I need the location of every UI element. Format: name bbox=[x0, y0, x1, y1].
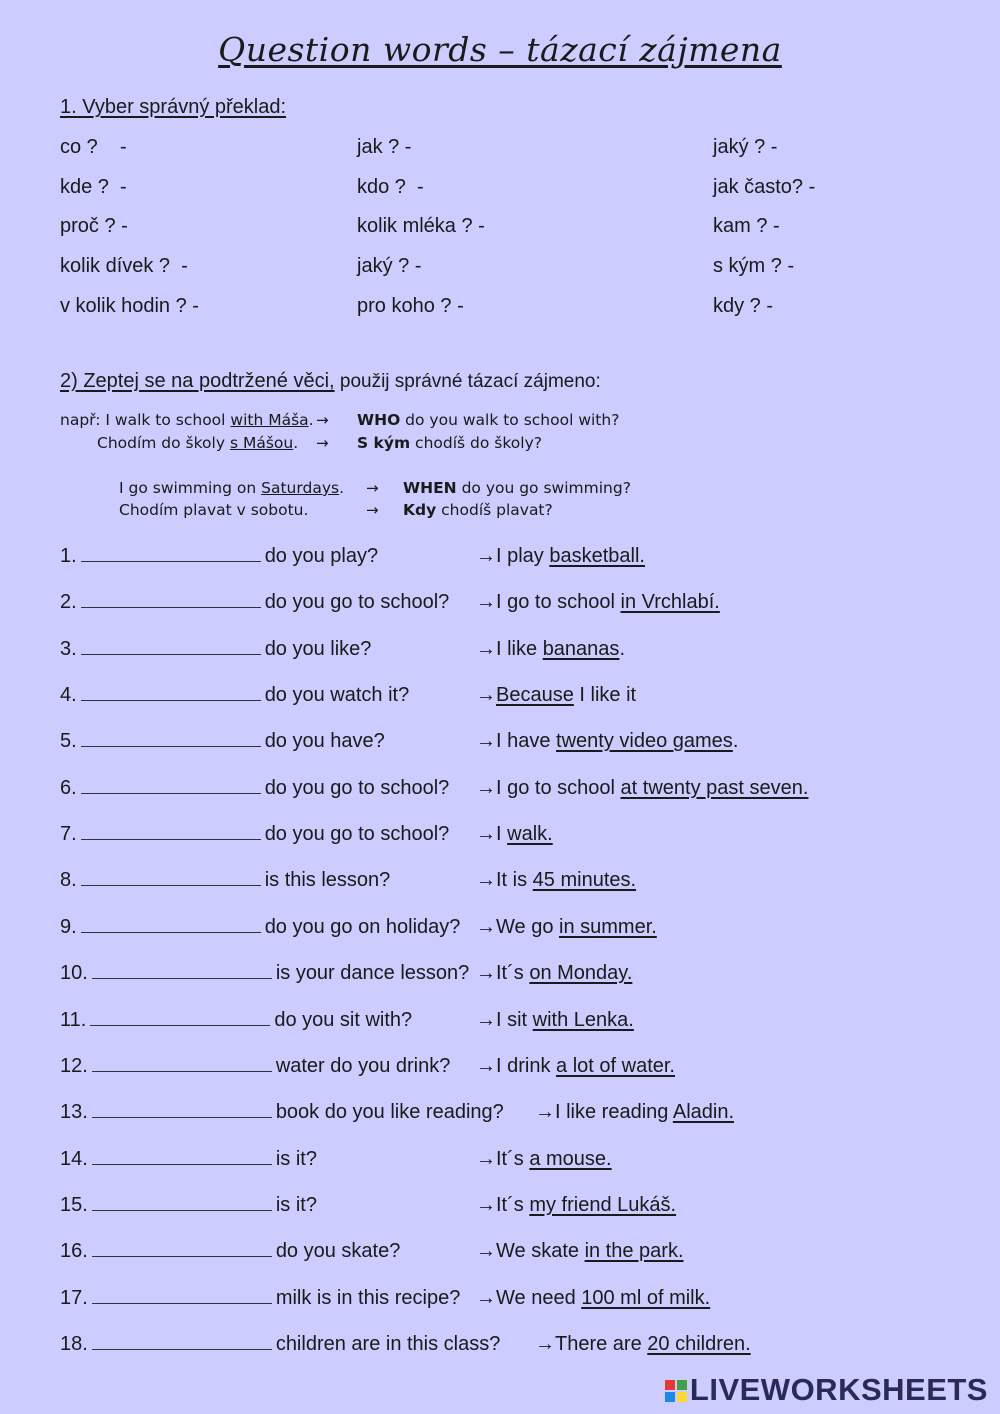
example-line: Chodím plavat v sobotu. bbox=[119, 501, 309, 519]
question-row bbox=[60, 730, 385, 753]
answer-blank[interactable] bbox=[92, 962, 272, 979]
question-text: is it? bbox=[275, 1148, 317, 1170]
answer-blank[interactable] bbox=[81, 823, 261, 840]
question-number: 9. bbox=[60, 916, 77, 938]
liveworksheets-logo-text: LIVEWORKSHEETS bbox=[689, 1372, 988, 1407]
translation-item: pro koho ? - bbox=[357, 295, 464, 317]
question-text: do you like? bbox=[264, 638, 372, 660]
question-row bbox=[60, 1148, 317, 1171]
question-text: water do you drink? bbox=[275, 1055, 451, 1077]
question-number: 15. bbox=[60, 1194, 88, 1216]
answer-sentence: →I sit with Lenka. bbox=[476, 1009, 634, 1031]
underlined-part: a lot of water. bbox=[556, 1055, 675, 1077]
question-row bbox=[60, 1101, 504, 1124]
answer-blank[interactable] bbox=[81, 730, 261, 747]
liveworksheets-logo-icon bbox=[665, 1380, 687, 1404]
question-number: 4. bbox=[60, 684, 77, 706]
question-text: is your dance lesson? bbox=[275, 962, 470, 984]
question-text: book do you like reading? bbox=[275, 1101, 504, 1123]
question-row bbox=[60, 1287, 460, 1310]
answer-sentence: →I go to school at twenty past seven. bbox=[476, 777, 809, 799]
question-text: do you go on holiday? bbox=[264, 916, 461, 938]
answer-sentence: →I go to school in Vrchlabí. bbox=[476, 591, 720, 613]
translation-item: jak ? - bbox=[357, 136, 412, 158]
answer-blank[interactable] bbox=[81, 916, 261, 933]
question-row bbox=[60, 1333, 500, 1356]
arrow-icon: → bbox=[316, 434, 329, 452]
answer-blank[interactable] bbox=[92, 1240, 272, 1257]
example-line: např: I walk to school with Máša. bbox=[60, 411, 314, 429]
answer-sentence: →Because I like it bbox=[476, 684, 637, 706]
example-answer: WHO do you walk to school with? bbox=[357, 411, 620, 429]
underlined-part: Because bbox=[496, 684, 574, 706]
question-row bbox=[60, 684, 409, 707]
answer-sentence: →It is 45 minutes. bbox=[476, 869, 637, 891]
underlined-part: on Monday. bbox=[529, 962, 633, 984]
translation-item: kolik mléka ? - bbox=[357, 215, 485, 237]
answer-sentence: →We need 100 ml of milk. bbox=[476, 1287, 711, 1309]
translation-item: kde ? - bbox=[60, 176, 127, 198]
question-number: 6. bbox=[60, 777, 77, 799]
section2-heading-underlined: 2) Zeptej se na podtržené věci, bbox=[60, 370, 335, 392]
question-number: 11. bbox=[60, 1009, 87, 1031]
underlined-part: 100 ml of milk. bbox=[581, 1287, 711, 1309]
question-row bbox=[60, 823, 449, 846]
question-text: do you go to school? bbox=[264, 591, 450, 613]
underlined-part: my friend Lukáš. bbox=[529, 1194, 677, 1216]
question-row bbox=[60, 777, 449, 800]
underlined-part: basketball. bbox=[549, 545, 645, 567]
question-text: is it? bbox=[275, 1194, 317, 1216]
translation-item: v kolik hodin ? - bbox=[60, 295, 199, 317]
question-row bbox=[60, 869, 390, 892]
answer-sentence: →It´s my friend Lukáš. bbox=[476, 1194, 677, 1216]
question-number: 10. bbox=[60, 962, 88, 984]
question-number: 5. bbox=[60, 730, 77, 752]
translation-item: s kým ? - bbox=[713, 255, 795, 277]
question-number: 16. bbox=[60, 1240, 88, 1262]
arrow-icon: → bbox=[366, 501, 379, 519]
underlined-part: in the park. bbox=[584, 1240, 684, 1262]
translation-item: kam ? - bbox=[713, 215, 780, 237]
underlined-part: in Vrchlabí. bbox=[620, 591, 720, 613]
underlined-part: 45 minutes. bbox=[532, 869, 637, 891]
underlined-part: with Lenka. bbox=[532, 1009, 634, 1031]
question-number: 17. bbox=[60, 1287, 88, 1309]
answer-blank[interactable] bbox=[81, 638, 261, 655]
question-number: 1. bbox=[60, 545, 77, 567]
underlined-part: at twenty past seven. bbox=[620, 777, 809, 799]
question-text: do you go to school? bbox=[264, 823, 450, 845]
answer-blank[interactable] bbox=[81, 545, 261, 562]
question-number: 8. bbox=[60, 869, 77, 891]
answer-blank[interactable] bbox=[92, 1287, 272, 1304]
underlined-part: a mouse. bbox=[529, 1148, 612, 1170]
question-row bbox=[60, 638, 371, 661]
answer-blank[interactable] bbox=[92, 1055, 272, 1072]
translation-item: co ? - bbox=[60, 136, 127, 158]
arrow-icon: → bbox=[366, 479, 379, 497]
answer-blank[interactable] bbox=[92, 1101, 272, 1118]
question-row bbox=[60, 591, 449, 614]
answer-blank[interactable] bbox=[92, 1194, 272, 1211]
question-number: 2. bbox=[60, 591, 77, 613]
question-text: do you go to school? bbox=[264, 777, 450, 799]
question-text: do you play? bbox=[264, 545, 379, 567]
answer-sentence: →I play basketball. bbox=[476, 545, 645, 567]
translation-item: jaký ? - bbox=[357, 255, 422, 277]
translation-item: proč ? - bbox=[60, 215, 128, 237]
underlined-part: twenty video games bbox=[556, 730, 733, 752]
section2-heading bbox=[60, 370, 601, 393]
answer-sentence: →There are 20 children. bbox=[535, 1333, 751, 1355]
example-line: Chodím do školy s Mášou. bbox=[97, 434, 299, 452]
answer-sentence: →I walk. bbox=[476, 823, 553, 845]
question-row bbox=[60, 916, 460, 939]
question-number: 13. bbox=[60, 1101, 88, 1123]
answer-blank[interactable] bbox=[81, 591, 261, 608]
question-row bbox=[60, 1009, 412, 1032]
question-text: milk is in this recipe? bbox=[275, 1287, 461, 1309]
question-text: do you sit with? bbox=[274, 1009, 413, 1031]
example-answer: S kým chodíš do školy? bbox=[357, 434, 542, 452]
question-number: 7. bbox=[60, 823, 77, 845]
answer-sentence: →It´s on Monday. bbox=[476, 962, 633, 984]
answer-blank[interactable] bbox=[92, 1148, 272, 1165]
answer-sentence: →I drink a lot of water. bbox=[476, 1055, 675, 1077]
question-text: do you have? bbox=[264, 730, 385, 752]
question-row bbox=[60, 1194, 317, 1217]
question-text: do you skate? bbox=[275, 1240, 401, 1262]
translation-item: kdo ? - bbox=[357, 176, 424, 198]
translation-item: kdy ? - bbox=[713, 295, 774, 317]
question-number: 3. bbox=[60, 638, 77, 660]
question-row bbox=[60, 545, 378, 568]
answer-sentence: →We skate in the park. bbox=[476, 1240, 684, 1262]
example-answer: WHEN do you go swimming? bbox=[403, 479, 631, 497]
question-text: children are in this class? bbox=[275, 1333, 501, 1355]
answer-sentence: →We go in summer. bbox=[476, 916, 657, 938]
translation-item: jaký ? - bbox=[713, 136, 778, 158]
question-text: is this lesson? bbox=[264, 869, 391, 891]
answer-blank[interactable] bbox=[81, 684, 261, 701]
answer-sentence: →It´s a mouse. bbox=[476, 1148, 612, 1170]
answer-blank[interactable] bbox=[90, 1009, 270, 1026]
liveworksheets-logo bbox=[665, 1372, 988, 1408]
underlined-part: 20 children. bbox=[647, 1333, 751, 1355]
underlined-part: Aladin. bbox=[672, 1101, 735, 1123]
answer-sentence: →I like reading Aladin. bbox=[535, 1101, 735, 1123]
answer-blank[interactable] bbox=[81, 777, 261, 794]
example-line: I go swimming on Saturdays. bbox=[119, 479, 345, 497]
question-text: do you watch it? bbox=[264, 684, 410, 706]
underlined-part: walk. bbox=[507, 823, 553, 845]
question-number: 18. bbox=[60, 1333, 88, 1355]
question-row bbox=[60, 962, 469, 985]
answer-blank[interactable] bbox=[81, 869, 261, 886]
question-row bbox=[60, 1055, 450, 1078]
answer-sentence: →I have twenty video games. bbox=[476, 730, 739, 752]
answer-blank[interactable] bbox=[92, 1333, 272, 1350]
section2-heading-rest: použij správné tázací zájmeno: bbox=[334, 371, 601, 392]
page-title: Question words – tázací zájmena bbox=[218, 30, 782, 69]
question-number: 12. bbox=[60, 1055, 88, 1077]
underlined-part: bananas bbox=[542, 638, 620, 660]
example-answer: Kdy chodíš plavat? bbox=[403, 501, 553, 519]
section1-heading: 1. Vyber správný překlad: bbox=[60, 96, 287, 118]
translation-item: kolik dívek ? - bbox=[60, 255, 188, 277]
question-row bbox=[60, 1240, 400, 1263]
answer-sentence: →I like bananas. bbox=[476, 638, 625, 660]
underlined-part: in summer. bbox=[559, 916, 657, 938]
arrow-icon: → bbox=[316, 411, 329, 429]
translation-item: jak často? - bbox=[713, 176, 816, 198]
question-number: 14. bbox=[60, 1148, 88, 1170]
